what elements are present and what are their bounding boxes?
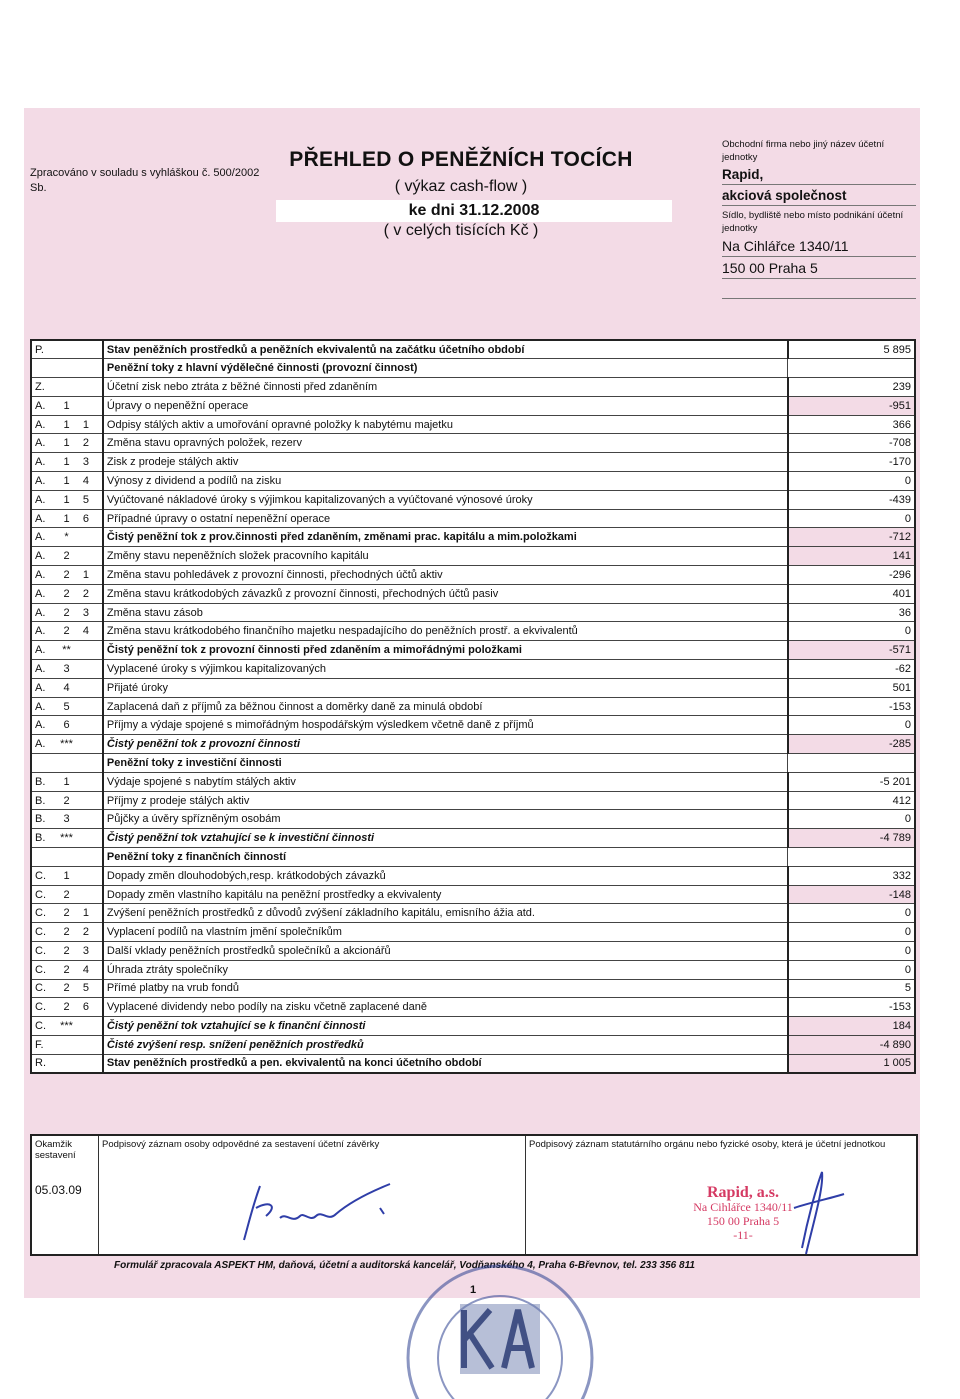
row-code: [31, 434, 103, 453]
row-description: Zisk z prodeje stálých aktiv: [103, 453, 788, 472]
row-code: [31, 810, 103, 829]
auditor-stamp-graphic: [400, 1258, 600, 1399]
row-code-c3: 6: [82, 1001, 89, 1014]
statutory-signature-label: Podpisový záznam statutárního orgánu nebo fyzické osoby, která je účetní jednotkou: [529, 1139, 886, 1150]
author-signature-mark: [230, 1178, 410, 1248]
row-code-c2: 2: [63, 606, 70, 619]
row-code-c2: 2: [63, 888, 70, 901]
table-row: [31, 528, 915, 547]
table-row: [31, 584, 915, 603]
row-value: [788, 359, 915, 378]
row-description: Změny stavu nepeněžních složek pracovního kapitálu: [103, 547, 788, 566]
row-value: -571: [788, 641, 915, 660]
table-row: [31, 810, 915, 829]
page-number: 1: [470, 1284, 477, 1296]
row-code: [31, 472, 103, 491]
row-description: Peněžní toky z investiční činnosti: [103, 754, 788, 773]
row-description: Peněžní toky z hlavní výdělečné činnosti (provozní činnost): [103, 359, 788, 378]
row-description: Čistý peněžní tok z provozní činnosti: [103, 735, 788, 754]
row-code: [31, 415, 103, 434]
table-row: [31, 960, 915, 979]
row-code-c2: 1: [63, 474, 70, 487]
row-code-c2: 1: [63, 456, 70, 469]
row-code: [31, 848, 103, 867]
row-code-c2: 2: [63, 625, 70, 638]
row-code: [31, 378, 103, 397]
row-code-c1: A.: [35, 456, 46, 469]
row-code-c1: A.: [35, 418, 46, 431]
entity-block: [722, 138, 916, 299]
footer-note: Formulář zpracovala ASPEKT HM, daňová, účetní a auditorská kancelář, Vodňanského 4, Praha 6-Břevnov, tel. 233 356 811: [114, 1260, 695, 1271]
row-description: Stav peněžních prostředků a pen. ekvivalentů na konci účetního období: [103, 1054, 788, 1073]
row-code: [31, 622, 103, 641]
row-code-c1: A.: [35, 550, 46, 563]
stamp-name: Rapid, a.s.: [706, 1184, 780, 1201]
row-code-c2: 2: [63, 926, 70, 939]
table-row: [31, 1035, 915, 1054]
row-value: -4 789: [788, 829, 915, 848]
table-row: [31, 866, 915, 885]
table-row: [31, 509, 915, 528]
section-header-row: [31, 359, 915, 378]
row-code-c1: A.: [35, 399, 46, 412]
row-description: Zaplacená daň z příjmů za běžnou činnost a doměrky daně za minulá období: [103, 697, 788, 716]
row-value: -170: [788, 453, 915, 472]
row-value: -153: [788, 998, 915, 1017]
row-description: Výdaje spojené s nabytím stálých aktiv: [103, 772, 788, 791]
row-code-c3: 2: [82, 587, 89, 600]
row-description: Změna stavu opravných položek, rezerv: [103, 434, 788, 453]
report-date: ke dni 31.12.2008: [276, 200, 672, 222]
table-row: [31, 547, 915, 566]
row-code-c1: C.: [35, 888, 46, 901]
row-value: 0: [788, 810, 915, 829]
row-value: 501: [788, 678, 915, 697]
row-code-c2: 2: [63, 550, 70, 563]
row-code-c1: A.: [35, 474, 46, 487]
statutory-signature-mark: [772, 1168, 852, 1258]
page-subtitle: ( výkaz cash-flow ): [394, 178, 528, 195]
row-code-c2: *: [64, 531, 69, 544]
table-row: [31, 396, 915, 415]
row-code: [31, 566, 103, 585]
entity-city: 150 00 Praha 5: [722, 257, 916, 279]
units-note: ( v celých tisících Kč ): [383, 222, 539, 239]
row-code-c1: Z.: [35, 380, 45, 393]
row-code: [31, 603, 103, 622]
table-row: [31, 923, 915, 942]
section-header-row: [31, 848, 915, 867]
row-code-c2: 2: [63, 963, 70, 976]
row-description: Výnosy z dividend a podílů na zisku: [103, 472, 788, 491]
row-code-c1: A.: [35, 738, 46, 751]
row-description: Případné úpravy o ostatní nepeněžní operace: [103, 509, 788, 528]
stamp-code: -11-: [733, 1228, 753, 1242]
row-code-c2: 1: [63, 869, 70, 882]
row-code: [31, 396, 103, 415]
row-description: Změna stavu krátkodobého finančního majetku nespadajícího do peněžních prostř. a ekvivalentů: [103, 622, 788, 641]
table-row: [31, 942, 915, 961]
row-code-c1: A.: [35, 568, 46, 581]
row-value: -712: [788, 528, 915, 547]
row-code-c1: A.: [35, 719, 46, 732]
row-code-c2: 1: [63, 418, 70, 431]
row-code-c3: 5: [82, 493, 89, 506]
row-value: -951: [788, 396, 915, 415]
row-code-c2: 3: [63, 813, 70, 826]
row-value: 0: [788, 942, 915, 961]
row-code: [31, 772, 103, 791]
row-value: [788, 848, 915, 867]
row-description: Čistý peněžní tok z provozní činnosti před zdaněním a mimořádnými položkami: [103, 641, 788, 660]
row-value: [788, 754, 915, 773]
row-code-c1: A.: [35, 531, 46, 544]
row-value: -153: [788, 697, 915, 716]
row-code-c2: **: [62, 644, 71, 657]
page-title: PŘEHLED O PENĚŽNÍCH TOCÍCH: [289, 148, 633, 171]
row-description: Vyplacené dividendy nebo podíly na zisku včetně zaplacené daně: [103, 998, 788, 1017]
row-code: [31, 979, 103, 998]
row-description: Změna stavu krátkodobých závazků z provozní činnosti, přechodných účtů pasiv: [103, 584, 788, 603]
row-value: 401: [788, 584, 915, 603]
row-description: Přijaté úroky: [103, 678, 788, 697]
row-description: Zvýšení peněžních prostředků z důvodů zvýšení základního kapitálu, emisního ážia atd.: [103, 904, 788, 923]
table-row: [31, 660, 915, 679]
row-description: Čistý peněžní tok vztahující se k investiční činnosti: [103, 829, 788, 848]
row-code-c1: B.: [35, 832, 46, 845]
row-code-c2: 1: [63, 493, 70, 506]
row-code: [31, 697, 103, 716]
row-code-c1: C.: [35, 907, 46, 920]
row-code: [31, 716, 103, 735]
row-value: 5 895: [788, 340, 915, 359]
table-row: [31, 622, 915, 641]
row-code: [31, 641, 103, 660]
row-code-c1: P.: [35, 343, 44, 356]
row-code-c1: R.: [35, 1057, 46, 1070]
row-description: Dopady změn vlastního kapitálu na peněžní prostředky a ekvivalenty: [103, 885, 788, 904]
row-code-c2: 1: [63, 399, 70, 412]
row-code: [31, 340, 103, 359]
row-code: [31, 528, 103, 547]
row-value: 0: [788, 960, 915, 979]
row-value: -4 890: [788, 1035, 915, 1054]
row-code-c1: A.: [35, 681, 46, 694]
row-description: Stav peněžních prostředků a peněžních ekvivalentů na začátku účetního období: [103, 340, 788, 359]
table-row: [31, 1054, 915, 1073]
row-code-c1: B.: [35, 794, 46, 807]
row-code-c1: C.: [35, 982, 46, 995]
row-value: 0: [788, 716, 915, 735]
row-code-c3: 2: [82, 437, 89, 450]
row-code-c3: 3: [82, 456, 89, 469]
row-description: Změna stavu zásob: [103, 603, 788, 622]
row-description: Odpisy stálých aktiv a umořování opravné položky k nabytému majetku: [103, 415, 788, 434]
row-code-c2: 1: [63, 512, 70, 525]
row-description: Příjmy z prodeje stálých aktiv: [103, 791, 788, 810]
row-code-c1: C.: [35, 944, 46, 957]
author-signature-label: Podpisový záznam osoby odpovědné za sestavení účetní závěrky: [102, 1139, 380, 1150]
table-row: [31, 340, 915, 359]
row-code-c2: 6: [63, 719, 70, 732]
row-code: [31, 547, 103, 566]
table-row: [31, 697, 915, 716]
row-code: [31, 791, 103, 810]
row-code: [31, 923, 103, 942]
row-code: [31, 509, 103, 528]
row-description: Další vklady peněžních prostředků společníků a akcionářů: [103, 942, 788, 961]
row-code: [31, 942, 103, 961]
row-value: -62: [788, 660, 915, 679]
row-code-c2: 2: [63, 907, 70, 920]
row-description: Vyplacené úroky s výjimkou kapitalizovaných: [103, 660, 788, 679]
table-row: [31, 829, 915, 848]
row-code-c2: 2: [63, 568, 70, 581]
row-code: [31, 1035, 103, 1054]
row-description: Změna stavu pohledávek z provozní činnosti, přechodných účtů aktiv: [103, 566, 788, 585]
table-row: [31, 415, 915, 434]
row-value: 184: [788, 1017, 915, 1036]
compilation-date: 05.03.09: [35, 1183, 82, 1197]
row-code-c2: 2: [63, 944, 70, 957]
row-code: [31, 584, 103, 603]
row-code: [31, 866, 103, 885]
table-row: [31, 472, 915, 491]
row-value: 0: [788, 622, 915, 641]
row-code-c2: 2: [63, 587, 70, 600]
cash-flow-rows: [31, 340, 915, 1073]
row-code-c2: ***: [60, 1020, 73, 1033]
entity-name-line2: akciová společnost: [722, 185, 916, 206]
row-value: -148: [788, 885, 915, 904]
row-description: Příjmy a výdaje spojené s mimořádným hospodářským výsledkem včetně daně z příjmů: [103, 716, 788, 735]
row-value: 366: [788, 415, 915, 434]
row-code-c1: B.: [35, 775, 46, 788]
row-description: Vyplacení podílů na vlastním jmění společníkům: [103, 923, 788, 942]
row-code-c1: A.: [35, 700, 46, 713]
row-value: 0: [788, 472, 915, 491]
entity-name-label: Obchodní firma nebo jiný název účetní jednotky: [722, 139, 885, 163]
row-code: [31, 678, 103, 697]
row-description: Přímé platby na vrub fondů: [103, 979, 788, 998]
row-code: [31, 904, 103, 923]
table-row: [31, 566, 915, 585]
row-code-c1: C.: [35, 1020, 46, 1033]
row-description: Dopady změn dlouhodobých,resp. krátkodobých závazků: [103, 866, 788, 885]
entity-street: Na Cihlářce 1340/11: [722, 235, 916, 257]
table-row: [31, 735, 915, 754]
row-code-c2: ***: [60, 738, 73, 751]
row-value: 36: [788, 603, 915, 622]
row-code-c1: A.: [35, 662, 46, 675]
stamp-city: 150 00 Praha 5: [706, 1214, 780, 1228]
row-description: Úpravy o nepeněžní operace: [103, 396, 788, 415]
entity-name-line1: Rapid,: [722, 164, 916, 185]
row-value: 1 005: [788, 1054, 915, 1073]
row-code-c3: 5: [82, 982, 89, 995]
row-code-c2: 2: [63, 1001, 70, 1014]
row-code-c2: 2: [63, 982, 70, 995]
row-code-c1: C.: [35, 1001, 46, 1014]
row-code-c2: 1: [63, 437, 70, 450]
row-code-c1: A.: [35, 512, 46, 525]
table-row: [31, 904, 915, 923]
row-code-c1: C.: [35, 869, 46, 882]
form-sheet: [24, 108, 920, 1298]
table-row: [31, 490, 915, 509]
row-description: Vyúčtované nákladové úroky s výjimkou kapitalizovaných a vyúčtované výnosové úroky: [103, 490, 788, 509]
table-row: [31, 998, 915, 1017]
row-code-c3: 3: [82, 944, 89, 957]
table-row: [31, 434, 915, 453]
row-code: [31, 490, 103, 509]
row-code-c1: A.: [35, 606, 46, 619]
entity-address-label: Sídlo, bydliště nebo místo podnikání účetní jednotky: [722, 210, 904, 234]
row-code-c1: A.: [35, 587, 46, 600]
table-row: [31, 716, 915, 735]
row-code-c3: 3: [82, 606, 89, 619]
row-value: 0: [788, 904, 915, 923]
row-description: Půjčky a úvěry spřízněným osobám: [103, 810, 788, 829]
table-row: [31, 1017, 915, 1036]
regulation-note: Zpracováno v souladu s vyhláškou č. 500/2002 Sb.: [30, 167, 260, 194]
table-row: [31, 772, 915, 791]
row-value: 239: [788, 378, 915, 397]
row-value: 5: [788, 979, 915, 998]
row-value: 141: [788, 547, 915, 566]
row-value: 332: [788, 866, 915, 885]
row-value: -708: [788, 434, 915, 453]
row-code: [31, 829, 103, 848]
row-code: [31, 1017, 103, 1036]
row-description: Čistý peněžní tok z prov.činnosti před zdaněním, změnami prac. kapitálu a mim.položkami: [103, 528, 788, 547]
row-code-c1: A.: [35, 437, 46, 450]
row-code-c1: C.: [35, 926, 46, 939]
row-code-c3: 6: [82, 512, 89, 525]
row-code-c3: 1: [82, 568, 89, 581]
table-row: [31, 603, 915, 622]
row-code-c3: 2: [82, 926, 89, 939]
row-code: [31, 885, 103, 904]
row-value: 0: [788, 509, 915, 528]
row-value: -296: [788, 566, 915, 585]
row-code: [31, 453, 103, 472]
table-row: [31, 453, 915, 472]
table-row: [31, 378, 915, 397]
row-code-c2: 1: [63, 775, 70, 788]
row-code-c2: 4: [63, 681, 70, 694]
table-row: [31, 641, 915, 660]
entity-blank-line: [722, 279, 916, 299]
row-code: [31, 735, 103, 754]
row-description: Peněžní toky z finančních činností: [103, 848, 788, 867]
table-row: [31, 678, 915, 697]
row-code: [31, 359, 103, 378]
row-code-c2: 5: [63, 700, 70, 713]
cash-flow-table: [30, 339, 916, 1074]
row-code-c1: A.: [35, 493, 46, 506]
row-code-c3: 1: [82, 907, 89, 920]
row-code-c1: B.: [35, 813, 46, 826]
row-code-c2: ***: [60, 832, 73, 845]
row-description: Čistý peněžní tok vztahující se k finanční činnosti: [103, 1017, 788, 1036]
row-code-c3: 4: [82, 474, 89, 487]
row-value: 0: [788, 923, 915, 942]
row-code: [31, 754, 103, 773]
row-code-c3: 4: [82, 625, 89, 638]
row-value: 412: [788, 791, 915, 810]
row-value: -439: [788, 490, 915, 509]
moment-label: Okamžik sestavení: [35, 1139, 76, 1161]
row-description: Účetní zisk nebo ztráta z běžné činnosti před zdaněním: [103, 378, 788, 397]
stamp-street: Na Cihlářce 1340/11: [693, 1200, 793, 1214]
row-code-c2: 2: [63, 794, 70, 807]
row-code: [31, 960, 103, 979]
moment-cell: [31, 1135, 99, 1255]
table-row: [31, 791, 915, 810]
row-code: [31, 1054, 103, 1073]
row-code-c1: C.: [35, 963, 46, 976]
section-header-row: [31, 754, 915, 773]
table-row: [31, 979, 915, 998]
row-code-c2: 3: [63, 662, 70, 675]
row-value: -285: [788, 735, 915, 754]
row-code-c3: 1: [82, 418, 89, 431]
row-code: [31, 998, 103, 1017]
table-row: [31, 885, 915, 904]
row-code-c1: A.: [35, 625, 46, 638]
row-description: Čisté zvýšení resp. snížení peněžních prostředků: [103, 1035, 788, 1054]
row-code-c1: F.: [35, 1038, 44, 1051]
row-code-c3: 4: [82, 963, 89, 976]
row-description: Úhrada ztráty společníky: [103, 960, 788, 979]
row-code-c1: A.: [35, 644, 46, 657]
row-code: [31, 660, 103, 679]
row-value: -5 201: [788, 772, 915, 791]
